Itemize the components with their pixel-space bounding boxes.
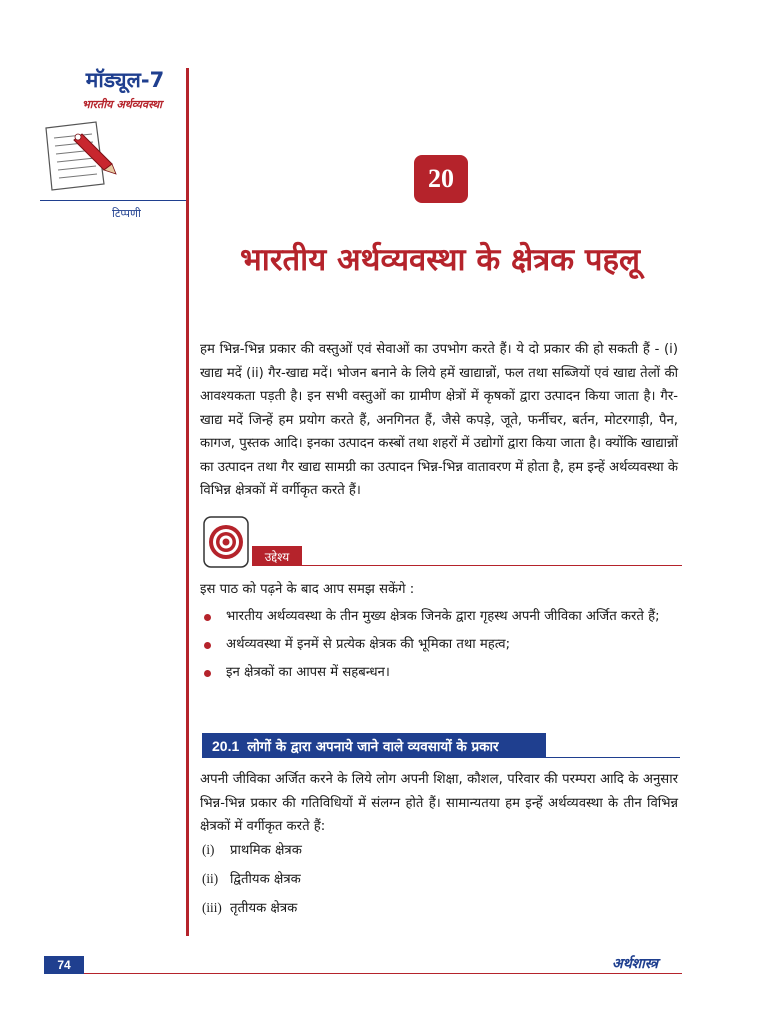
section-paragraph: अपनी जीविका अर्जित करने के लिये लोग अपनी शिक्षा, कौशल, परिवार की परम्परा आदि के अनुसार भिन्न-भिन्न प्रकार की गतिविधियों में संलग्न होते हैं। सामान्यतया हम इन्हें अर्थव्यवस्था के तीन विभिन्न क्षेत्रकों में वर्गीकृत करते हैं:: [200, 772, 678, 834]
bullet-icon: [204, 642, 211, 649]
bullet-icon: [204, 614, 211, 621]
chapter-title: भारतीय अर्थव्यवस्था के क्षेत्रक पहलू: [240, 242, 640, 278]
list-marker: (i): [202, 842, 215, 857]
notepad-pencil-icon: [40, 118, 120, 198]
list-item: [202, 840, 302, 869]
sidebar-divider: [40, 200, 186, 201]
list-item: [202, 869, 302, 898]
list-item: [204, 662, 680, 684]
sector-list: [202, 840, 302, 927]
objectives-intro: इस पाठ को पढ़ने के बाद आप समझ सकेंगे :: [200, 582, 415, 597]
chapter-number-badge: 20: [414, 155, 468, 203]
section-title: लोगों के द्वारा अपनाये जाने वाले व्यवसायों के प्रकार: [247, 738, 499, 755]
bullet-icon: [204, 670, 211, 677]
vertical-rule: [186, 68, 189, 936]
target-icon: [203, 516, 249, 568]
list-item: [204, 634, 680, 656]
page-number: 74: [44, 956, 84, 974]
module-title: मॉड्यूल-7: [85, 68, 165, 92]
objectives-label: उद्देश्य: [252, 546, 302, 566]
section-rule: [546, 757, 680, 758]
list-item-text: प्राथमिक क्षेत्रक: [230, 843, 302, 858]
footer-rule: [84, 973, 682, 974]
list-marker: (ii): [202, 871, 219, 886]
section-heading: [202, 733, 546, 758]
objectives-list: [204, 606, 680, 690]
note-label: टिप्पणी: [112, 207, 141, 220]
list-item-text: भारतीय अर्थव्यवस्था के तीन मुख्य क्षेत्रक जिनके द्वारा गृहस्थ अपनी जीविका अर्जित करते हैं;: [226, 609, 660, 624]
list-item-text: तृतीयक क्षेत्रक: [230, 901, 298, 916]
module-subtitle: भारतीय अर्थव्यवस्था: [81, 98, 163, 111]
intro-paragraph: हम भिन्न-भिन्न प्रकार की वस्तुओं एवं सेवाओं का उपभोग करते हैं। ये दो प्रकार की हो सकती हैं - (i) खाद्य मदें (ii) गैर-खाद्य मदें। भोजन बनाने के लिये हमें खाद्यान्नों, फल तथा सब्जियों एवं खाद्य तेलों की आवश्यकता पड़ती है। इन सभी वस्तुओं का ग्रामीण क्षेत्रों में कृषकों द्वारा उत्पादन किया जाता है। गैर-खाद्य मदें जिन्हें हम प्रयोग करते हैं, अनगिनत हैं, जैसे कपड़े, जूते, फर्नीचर, बर्तन, मोटरगाड़ी, पैन, कागज, पुस्तक आदि। इनका उत्पादन कस्बों तथा शहरों में उद्योगों द्वारा किया जाता है। क्योंकि खाद्यान्नों का उत्पादन तथा गैर खाद्य सामग्री का उत्पादन भिन्न-भिन्न वातावरण में होता है, हम इन्हें अर्थव्यवस्था के विभिन्न क्षेत्रकों में वर्गीकृत करते हैं।: [200, 342, 678, 498]
list-item-text: द्वितीयक क्षेत्रक: [230, 872, 301, 887]
list-item-text: अर्थव्यवस्था में इनमें से प्रत्येक क्षेत्रक की भूमिका तथा महत्व;: [226, 637, 511, 652]
section-number: 20.1: [212, 737, 240, 754]
list-item: [202, 898, 302, 927]
list-item-text: इन क्षेत्रकों का आपस में सहबन्धन।: [226, 665, 390, 680]
objectives-rule: [252, 565, 682, 566]
list-item: [204, 606, 680, 628]
footer-subject: अर्थशास्त्र: [612, 956, 658, 972]
list-marker: (iii): [202, 900, 222, 915]
